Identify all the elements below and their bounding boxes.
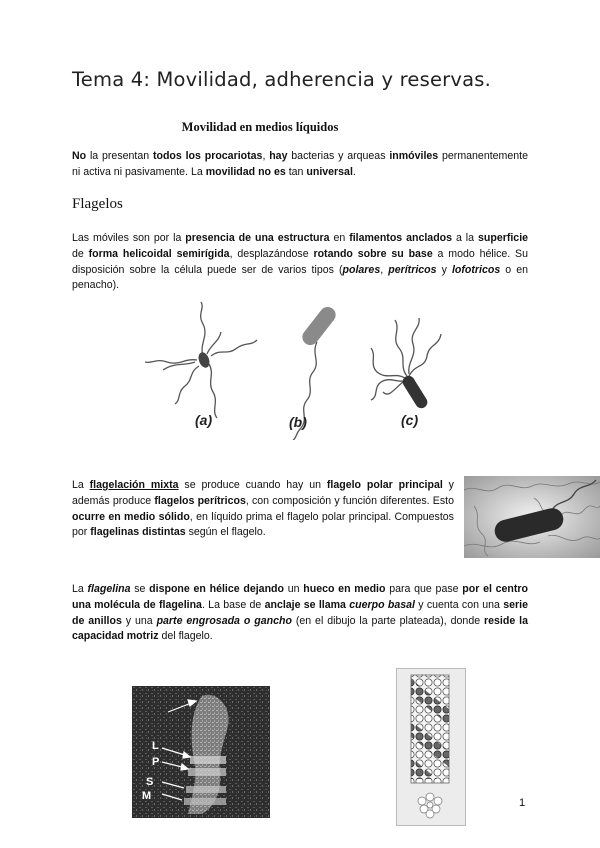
cell-c (400, 374, 429, 411)
section-title-text: Movilidad en medios líquidos (181, 120, 339, 134)
label-L: L (152, 740, 159, 752)
flagelos-heading: Flagelos (72, 196, 123, 212)
label-P: P (152, 756, 160, 768)
mixed-flagellation-image (464, 476, 600, 558)
flagellin-helix-diagram (396, 668, 466, 826)
mixed-flagellation-paragraph: La flagelación mixta se produce cuando hay un flagelo polar principal y además produce flagelos perítricos, con composición y función diferentes. Esto ocurre en medio sólido, en líquido prima el flagelo polar principal. Compuestos por flagelinas distintas según el flagelo. (72, 479, 455, 539)
intro-paragraph: No la presentan todos los procariotas, hay bacterias y arqueas inmóviles permanentemente ni activa ni pasivamente. La movilidad no es tan universal. (72, 150, 528, 178)
label-S: S (146, 776, 154, 788)
figure-label-c: (c) (401, 412, 419, 428)
flagella-arrangement-figure (145, 300, 445, 440)
figure-label-b: (b) (289, 414, 307, 430)
section-title (0, 120, 600, 135)
basal-body-micrograph (132, 686, 270, 818)
cell-b (299, 304, 339, 349)
label-M: M (142, 790, 152, 802)
page-number: 1 (519, 797, 526, 809)
helix-drawing (397, 669, 465, 825)
micrograph-drawing (132, 686, 270, 818)
figure-label-a: (a) (195, 412, 213, 428)
flagellin-paragraph: La flagelina se dispone en hélice dejando un hueco en medio para que pase por el centro una molécula de flagelina. La base de anclaje se llama cuerpo basal y cuenta con una serie de anillos y una parte engrosada o gancho (en el dibujo la parte plateada), donde reside la capacidad motriz del flagelo. (72, 583, 529, 643)
page-title: Tema 4: Movilidad, adherencia y reservas. (72, 68, 492, 91)
mixed-flagellation-drawing (464, 476, 600, 558)
flagella-paragraph: Las móviles son por la presencia de una estructura en filamentos anclados a la superficie de forma helicoidal semirígida, desplazándose rotando sobre su base a modo hélice. Su disposición sobre la célula puede ser de varios tipos (polares, perítricos y lofotricos o en penacho). (72, 232, 529, 292)
